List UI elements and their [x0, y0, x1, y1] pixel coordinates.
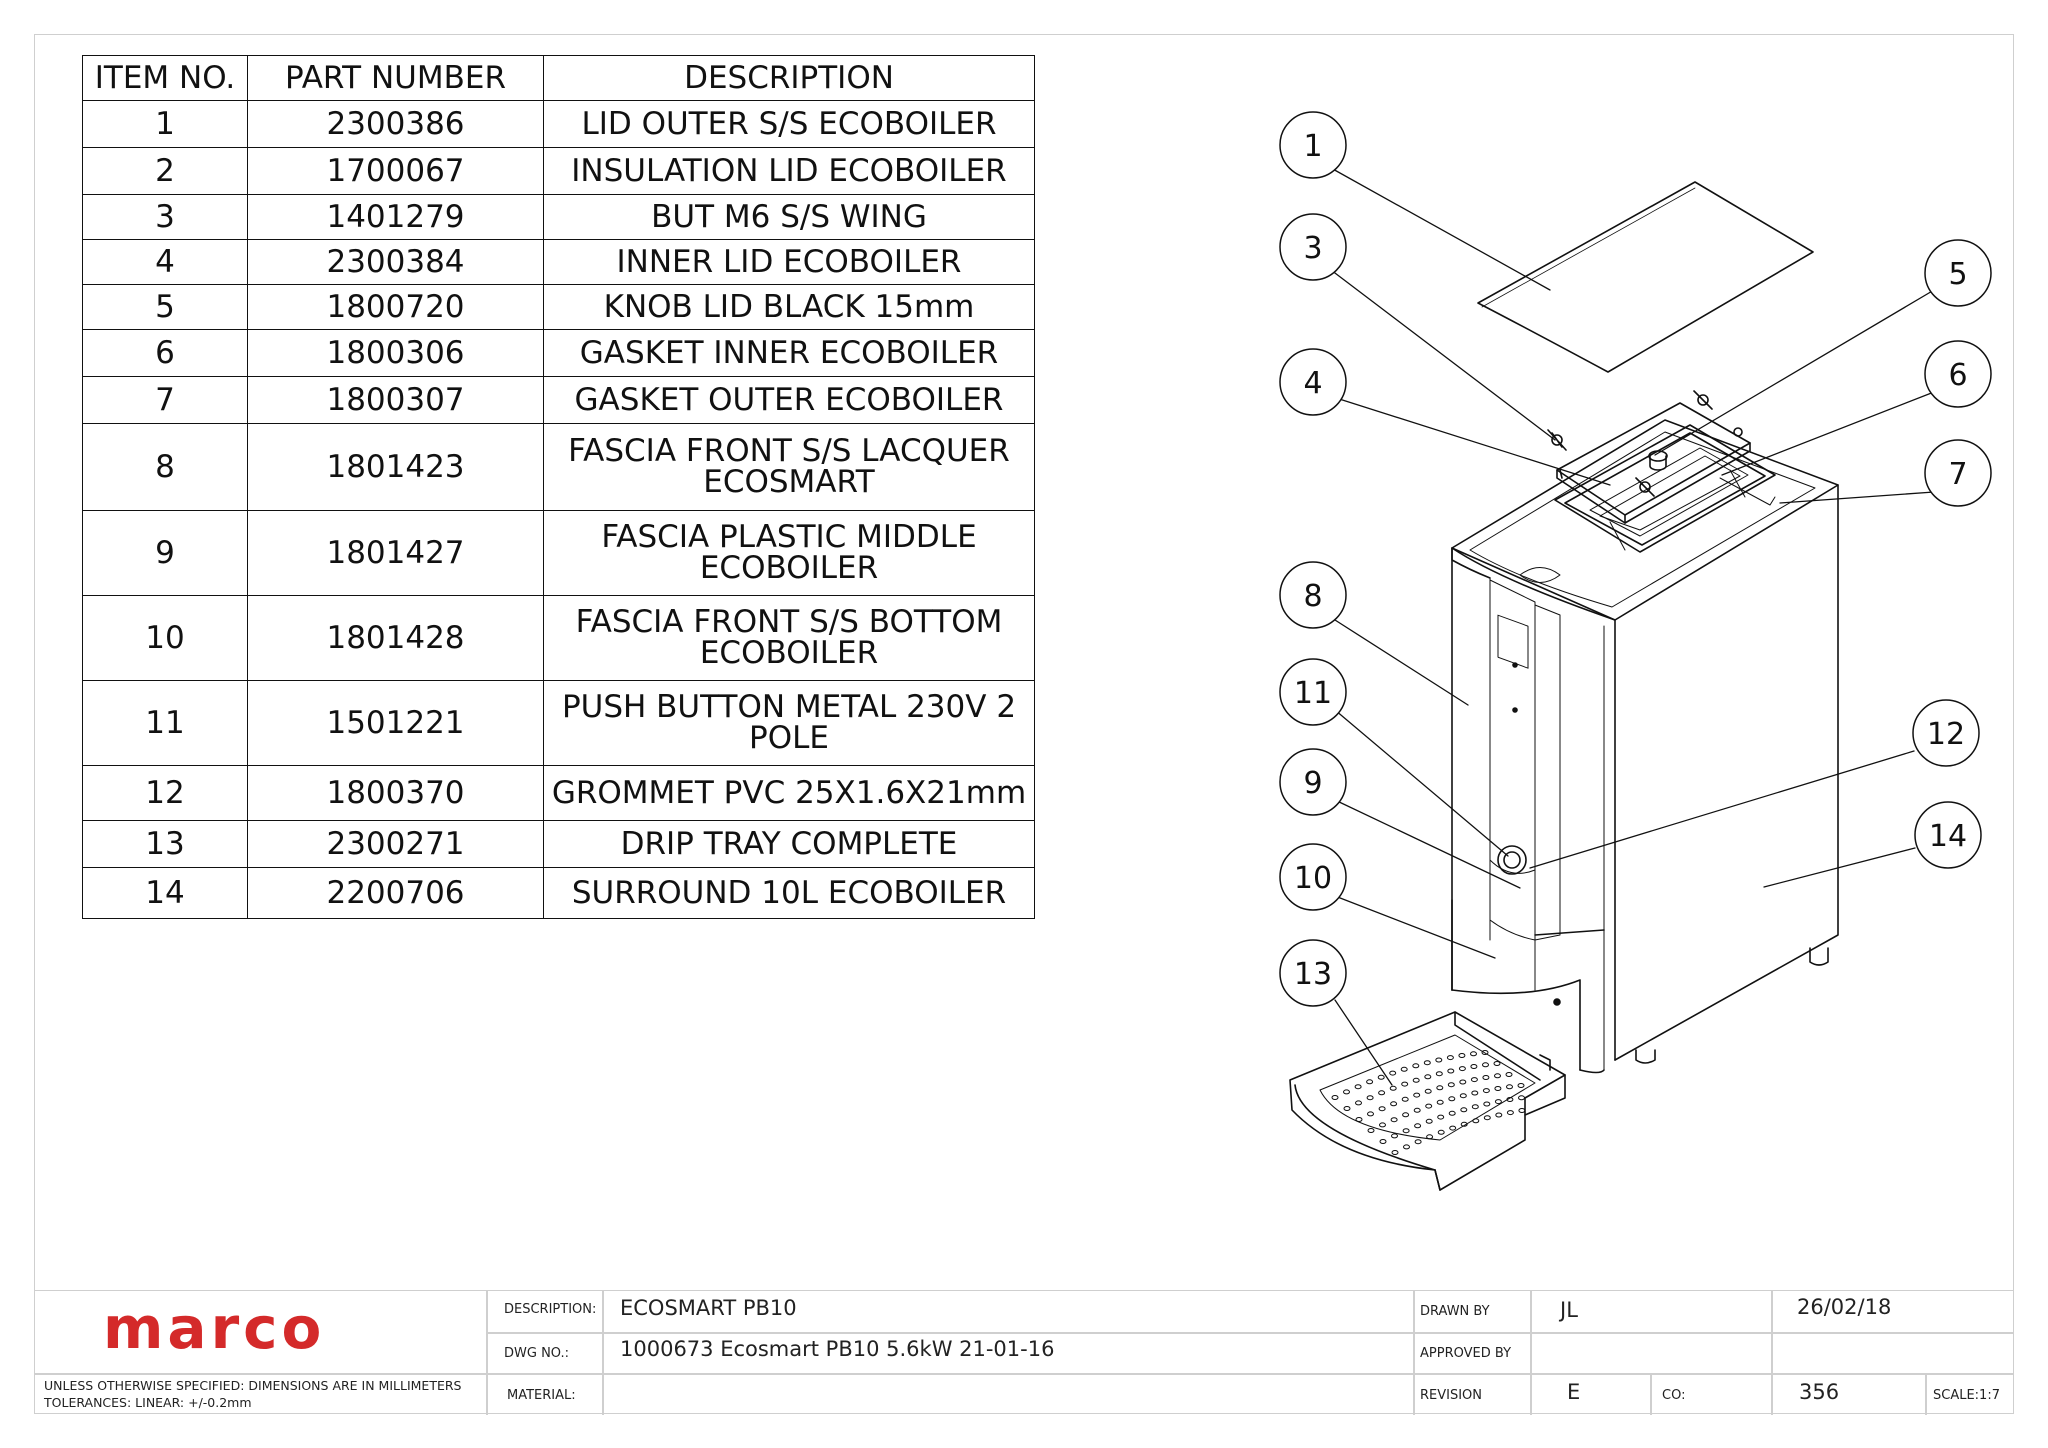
bom-part-number: 2200706: [248, 868, 544, 919]
bom-description: DRIP TRAY COMPLETE: [544, 821, 1035, 868]
bom-description: GROMMET PVC 25X1.6X21mm: [544, 766, 1035, 821]
tray-hole: [1438, 1115, 1444, 1119]
bom-part-number: 1800720: [248, 285, 544, 330]
tray-hole: [1495, 1100, 1501, 1104]
bom-part-number: 2300271: [248, 821, 544, 868]
bom-description: GASKET INNER ECOBOILER: [544, 330, 1035, 377]
tray-hole: [1459, 1054, 1465, 1058]
bom-item-no: 7: [83, 377, 248, 424]
tray-hole: [1473, 1119, 1479, 1123]
tray-hole: [1424, 1061, 1430, 1065]
callout-label: 6: [1948, 358, 1968, 393]
table-row: [83, 195, 1035, 240]
bom-item-no: 12: [83, 766, 248, 821]
bom-part-number: 1801423: [248, 424, 544, 511]
tray-hole: [1471, 1078, 1477, 1082]
bom-item-no: 11: [83, 681, 248, 766]
description-label: DESCRIPTION:: [504, 1302, 597, 1317]
bom-description: INSULATION LID ECOBOILER: [544, 148, 1035, 195]
tray-hole: [1402, 1097, 1408, 1101]
bom-description: BUT M6 S/S WING: [544, 195, 1035, 240]
tray-hole: [1459, 1067, 1465, 1071]
table-row: [83, 424, 1035, 511]
tray-hole: [1483, 1076, 1489, 1080]
table-row: [83, 868, 1035, 919]
header-description: DESCRIPTION: [544, 56, 1035, 101]
tray-hole: [1355, 1085, 1361, 1089]
callout-leaders: [1331, 168, 1934, 1085]
callout-label: 13: [1293, 957, 1333, 992]
tray-hole: [1425, 1089, 1431, 1093]
tray-hole: [1403, 1113, 1409, 1117]
tray-hole: [1472, 1091, 1478, 1095]
tray-hole: [1368, 1129, 1374, 1133]
table-header-row: [83, 56, 1035, 101]
header-item-no: ITEM NO.: [83, 56, 248, 101]
tray-hole: [1438, 1130, 1444, 1134]
tray-hole: [1402, 1082, 1408, 1086]
bom-part-number: 1800370: [248, 766, 544, 821]
table-row: [83, 821, 1035, 868]
tray-hole: [1427, 1135, 1433, 1139]
bom-part-number: 1801427: [248, 511, 544, 596]
tray-hole: [1414, 1108, 1420, 1112]
callout-label: 4: [1303, 366, 1323, 401]
bom-description: SURROUND 10L ECOBOILER: [544, 868, 1035, 919]
tray-hole: [1379, 1107, 1385, 1111]
callout-label: 11: [1293, 676, 1333, 711]
tray-hole: [1494, 1062, 1500, 1066]
bom-description: KNOB LID BLACK 15mm: [544, 285, 1035, 330]
bom-part-number: 2300386: [248, 101, 544, 148]
tray-hole: [1356, 1101, 1362, 1105]
callout-label: 7: [1948, 457, 1968, 492]
tray-hole: [1447, 1056, 1453, 1060]
tray-hole: [1507, 1085, 1513, 1089]
table-row: [83, 148, 1035, 195]
callout-label: 12: [1926, 717, 1966, 752]
tray-hole: [1519, 1109, 1525, 1113]
bom-item-no: 9: [83, 511, 248, 596]
tray-hole: [1344, 1107, 1350, 1111]
bom-description: FASCIA PLASTIC MIDDLE ECOBOILER: [544, 511, 1035, 596]
approved-by-label: APPROVED BY: [1420, 1346, 1512, 1361]
tray-hole: [1495, 1074, 1501, 1078]
co-label: CO:: [1662, 1388, 1686, 1403]
tray-hole: [1460, 1080, 1466, 1084]
tray-hole: [1449, 1111, 1455, 1115]
callout-label: 3: [1303, 231, 1323, 266]
bom-item-no: 3: [83, 195, 248, 240]
tray-hole: [1415, 1124, 1421, 1128]
tray-hole: [1356, 1118, 1362, 1122]
bom-item-no: 6: [83, 330, 248, 377]
table-row: [83, 766, 1035, 821]
bom-part-number: 1700067: [248, 148, 544, 195]
bom-item-no: 10: [83, 596, 248, 681]
revision-label: REVISION: [1420, 1388, 1483, 1403]
tray-hole: [1437, 1086, 1443, 1090]
bom-item-no: 4: [83, 240, 248, 285]
tray-hole: [1378, 1075, 1384, 1079]
tray-hole: [1483, 1063, 1489, 1067]
table-row: [83, 240, 1035, 285]
bom-item-no: 5: [83, 285, 248, 330]
bom-part-number: 2300384: [248, 240, 544, 285]
callout-label: 14: [1928, 819, 1968, 854]
exploded-view-drawing: [1250, 110, 2010, 1210]
callout-label: 1: [1303, 129, 1323, 164]
callout-label: 5: [1948, 257, 1968, 292]
tray-hole: [1403, 1129, 1409, 1133]
drip-tray-part: [1290, 1012, 1565, 1190]
revision-value: E: [1567, 1380, 1581, 1404]
bom-part-number: 1801428: [248, 596, 544, 681]
bom-item-no: 14: [83, 868, 248, 919]
tray-hole: [1367, 1096, 1373, 1100]
bom-item-no: 8: [83, 424, 248, 511]
tray-hole: [1391, 1118, 1397, 1122]
table-row: [83, 681, 1035, 766]
tray-hole: [1390, 1071, 1396, 1075]
date-value: 26/02/18: [1797, 1295, 1892, 1319]
tray-hole: [1437, 1100, 1443, 1104]
tray-hole: [1404, 1145, 1410, 1149]
bill-of-materials-table: [82, 55, 1035, 919]
tray-hole: [1507, 1111, 1513, 1115]
bom-item-no: 1: [83, 101, 248, 148]
tray-hole: [1379, 1091, 1385, 1095]
tray-hole: [1472, 1105, 1478, 1109]
tray-hole: [1426, 1119, 1432, 1123]
tray-hole: [1426, 1104, 1432, 1108]
marco-logo: marco: [103, 1294, 326, 1362]
bom-part-number: 1800306: [248, 330, 544, 377]
gasket-parts: [1555, 425, 1775, 552]
tray-hole: [1425, 1075, 1431, 1079]
tray-hole: [1450, 1126, 1456, 1130]
tray-hole: [1380, 1140, 1386, 1144]
tray-hole: [1413, 1078, 1419, 1082]
scale-label: SCALE:1:7: [1933, 1388, 2000, 1403]
tray-hole: [1495, 1087, 1501, 1091]
tray-hole: [1436, 1058, 1442, 1062]
tray-hole: [1390, 1086, 1396, 1090]
tolerance-note: TOLERANCES: LINEAR: +/-0.2mm: [44, 1395, 252, 1410]
tray-hole: [1391, 1102, 1397, 1106]
tray-hole: [1461, 1108, 1467, 1112]
table-row: [83, 377, 1035, 424]
co-value: 356: [1799, 1380, 1840, 1404]
bom-description: INNER LID ECOBOILER: [544, 240, 1035, 285]
tray-hole: [1460, 1094, 1466, 1098]
tray-hole: [1367, 1080, 1373, 1084]
table-row: [83, 330, 1035, 377]
table-row: [83, 285, 1035, 330]
callout-label: 9: [1303, 766, 1323, 801]
dwg-no-value: 1000673 Ecosmart PB10 5.6kW 21-01-16: [620, 1337, 1055, 1361]
callout-label: 10: [1293, 861, 1333, 896]
bom-description: PUSH BUTTON METAL 230V 2 POLE: [544, 681, 1035, 766]
tray-hole: [1344, 1090, 1350, 1094]
bom-description: FASCIA FRONT S/S LACQUER ECOSMART: [544, 424, 1035, 511]
tray-hole: [1506, 1073, 1512, 1077]
tray-hole: [1436, 1072, 1442, 1076]
bom-part-number: 1800307: [248, 377, 544, 424]
bom-description: GASKET OUTER ECOBOILER: [544, 377, 1035, 424]
tray-hole: [1392, 1151, 1398, 1155]
tray-hole: [1484, 1102, 1490, 1106]
header-part-number: PART NUMBER: [248, 56, 544, 101]
tray-hole: [1448, 1069, 1454, 1073]
bom-description: LID OUTER S/S ECOBOILER: [544, 101, 1035, 148]
tray-hole: [1471, 1052, 1477, 1056]
inner-lid-part: [1548, 391, 1750, 523]
tray-hole: [1392, 1134, 1398, 1138]
tray-hole: [1448, 1083, 1454, 1087]
drawn-by-value: JL: [1560, 1298, 1578, 1322]
description-value: ECOSMART PB10: [620, 1296, 797, 1320]
tray-hole: [1449, 1097, 1455, 1101]
drawn-by-label: DRAWN BY: [1420, 1304, 1490, 1319]
dwg-no-label: DWG NO.:: [504, 1346, 570, 1361]
units-note: UNLESS OTHERWISE SPECIFIED: DIMENSIONS ARE IN MILLIMETERS: [44, 1378, 462, 1393]
bom-item-no: 13: [83, 821, 248, 868]
tray-hole: [1380, 1123, 1386, 1127]
bom-description: FASCIA FRONT S/S BOTTOM ECOBOILER: [544, 596, 1035, 681]
tray-hole: [1413, 1064, 1419, 1068]
bom-item-no: 2: [83, 148, 248, 195]
tray-hole: [1471, 1065, 1477, 1069]
tray-hole: [1368, 1112, 1374, 1116]
table-row: [83, 101, 1035, 148]
bom-part-number: 1501221: [248, 681, 544, 766]
tray-hole: [1332, 1096, 1338, 1100]
tray-hole: [1483, 1089, 1489, 1093]
tray-hole: [1496, 1113, 1502, 1117]
tray-hole: [1518, 1084, 1524, 1088]
boiler-body-surround: [1452, 420, 1838, 1073]
tray-hole: [1519, 1096, 1525, 1100]
tray-hole: [1401, 1067, 1407, 1071]
material-label: MATERIAL:: [507, 1388, 576, 1403]
tray-hole: [1484, 1116, 1490, 1120]
tray-hole: [1415, 1140, 1421, 1144]
table-row: [83, 596, 1035, 681]
table-row: [83, 511, 1035, 596]
bom-part-number: 1401279: [248, 195, 544, 240]
tray-hole: [1414, 1093, 1420, 1097]
lid-outer-part: [1478, 182, 1813, 372]
callout-label: 8: [1303, 579, 1323, 614]
